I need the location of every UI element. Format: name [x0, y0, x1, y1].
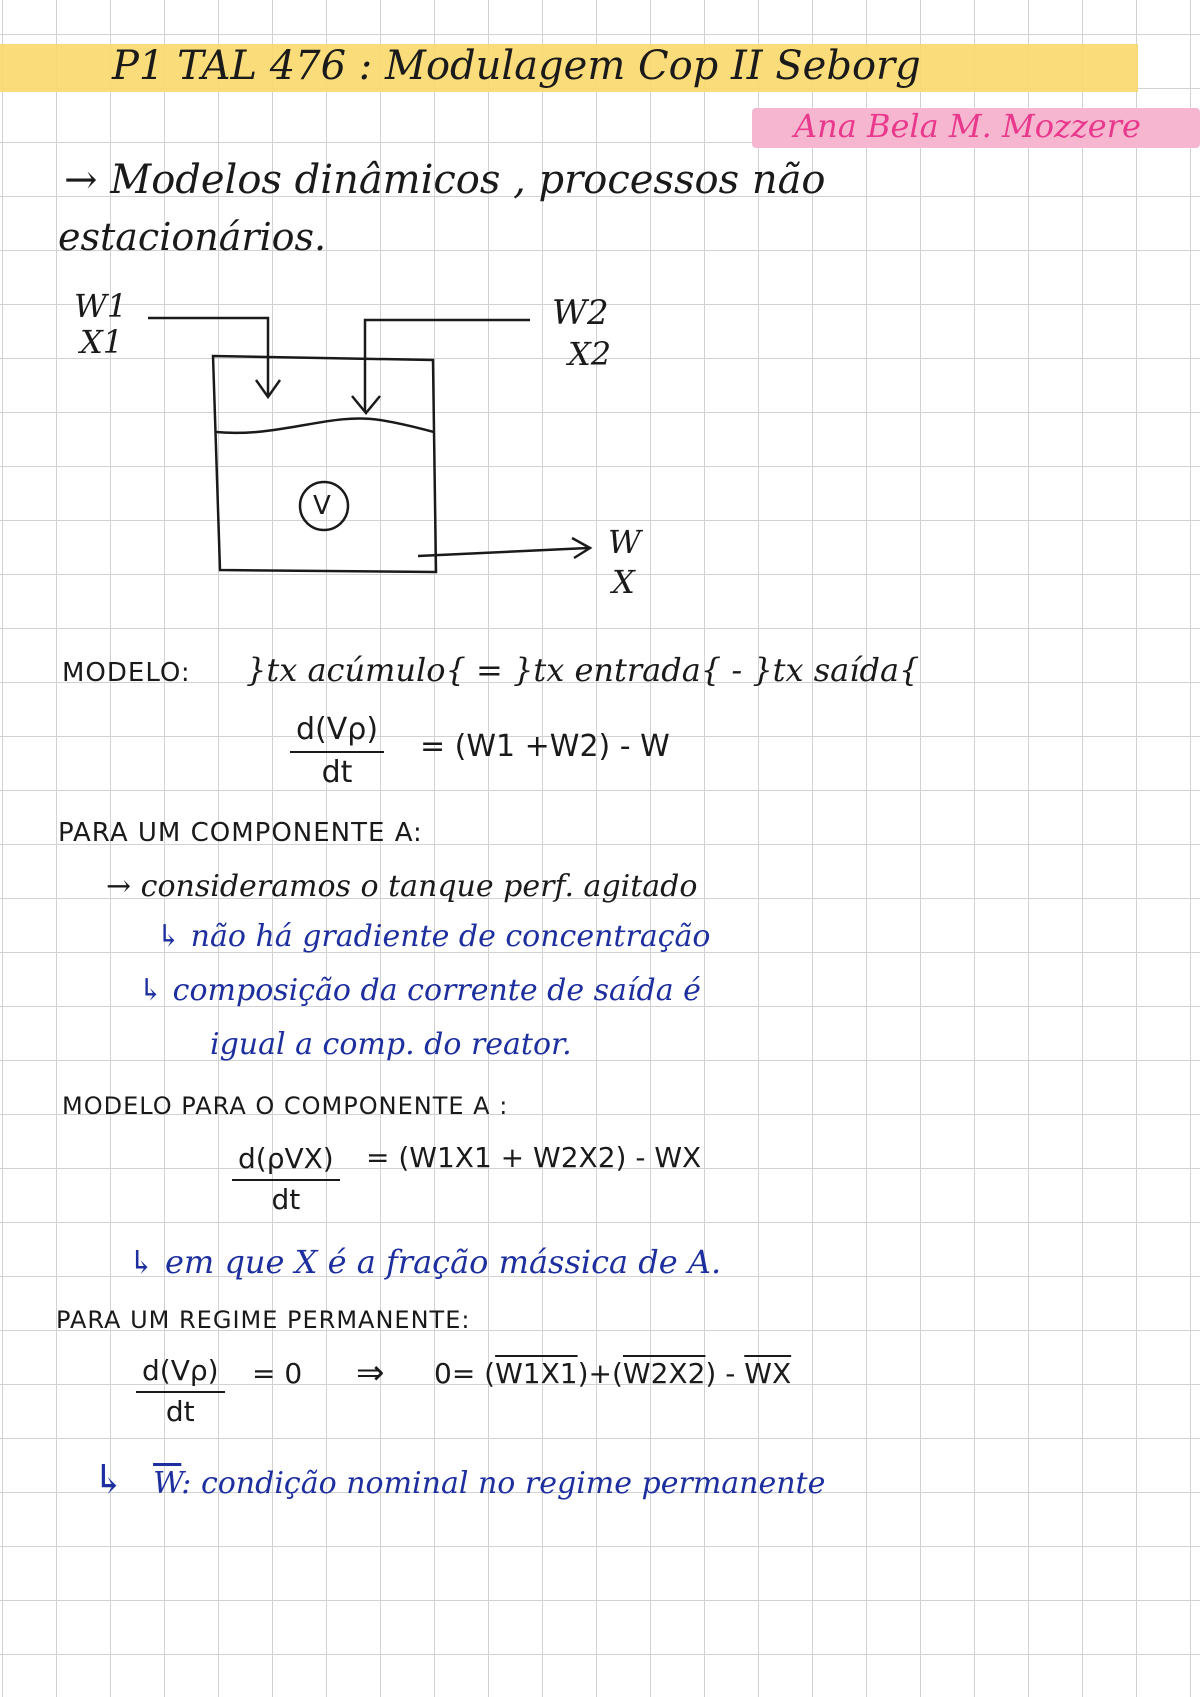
component-note-2a: ↳ composição da corrente de saída é: [138, 973, 701, 1008]
volume-label: V: [313, 491, 331, 521]
component-note-2b: igual a comp. do reator.: [210, 1027, 572, 1062]
implies-arrow: ⇒: [356, 1353, 385, 1393]
component-note-1: ↳ não há gradiente de concentração: [156, 919, 711, 954]
result-close: ) -: [705, 1357, 736, 1390]
component-note-3: ↳ em que X é a fração mássica de A.: [128, 1243, 722, 1281]
steady-state-numerator: d(Vρ): [142, 1354, 219, 1387]
result-prefix: 0= (: [434, 1357, 496, 1390]
note-arrow: ↳: [92, 1457, 126, 1503]
steady-state-note: [92, 1457, 826, 1503]
component-heading: PARA UM COMPONENTE A:: [58, 818, 423, 848]
inlet2-fraction-label: X2: [568, 335, 612, 373]
component-assumption: → consideramos o tanque perf. agitado: [106, 869, 698, 904]
inlet1-fraction-label: X1: [80, 323, 124, 361]
nominal-term-1: W1X1: [495, 1357, 578, 1390]
nominal-term-2: W2X2: [622, 1357, 706, 1390]
outlet-fraction-label: X: [612, 563, 635, 601]
steady-state-rhs: = 0: [252, 1357, 303, 1390]
nominal-term-3: $\overline{WX}$: [744, 1357, 792, 1390]
mass-balance-numerator: d(Vρ): [296, 712, 379, 747]
result-mid: )+(: [577, 1357, 623, 1390]
steady-state-derivative: [136, 1354, 225, 1428]
mass-balance-denominator: dt: [321, 755, 353, 790]
intro-line-1: → Modelos dinâmicos , processos não: [64, 157, 826, 203]
component-balance-numerator: d(ρVX): [238, 1142, 334, 1175]
author-name: Ana Bela M. Mozzere: [794, 107, 1141, 145]
model-label: MODELO:: [62, 658, 191, 688]
note-text: : condição nominal no regime permanente: [181, 1466, 826, 1501]
intro-line-2: estacionários.: [58, 215, 327, 259]
steady-state-heading: PARA UM REGIME PERMANENTE:: [56, 1306, 471, 1334]
page-title: P1 TAL 476 : Modulagem Cop II Seborg: [112, 43, 921, 89]
outlet-flow-label: W: [608, 523, 641, 561]
inlet2-flow-label: W2: [552, 293, 609, 333]
component-balance-derivative: [232, 1142, 340, 1216]
note-variable: $\overline{W}$: [153, 1466, 182, 1501]
model-word-equation: }tx acúmulo{ = }tx entrada{ - }tx saída{: [246, 651, 920, 689]
inlet1-flow-label: W1: [74, 287, 128, 325]
steady-state-result: [434, 1357, 792, 1390]
component-balance-denominator: dt: [271, 1183, 301, 1216]
steady-state-denominator: dt: [165, 1395, 195, 1428]
mass-balance-derivative: [290, 712, 384, 790]
component-model-heading: MODELO PARA O COMPONENTE A :: [62, 1092, 509, 1120]
mass-balance-rhs: = (W1 +W2) - W: [420, 729, 670, 764]
component-balance-rhs: = (W1X1 + W2X2) - WX: [366, 1141, 702, 1174]
